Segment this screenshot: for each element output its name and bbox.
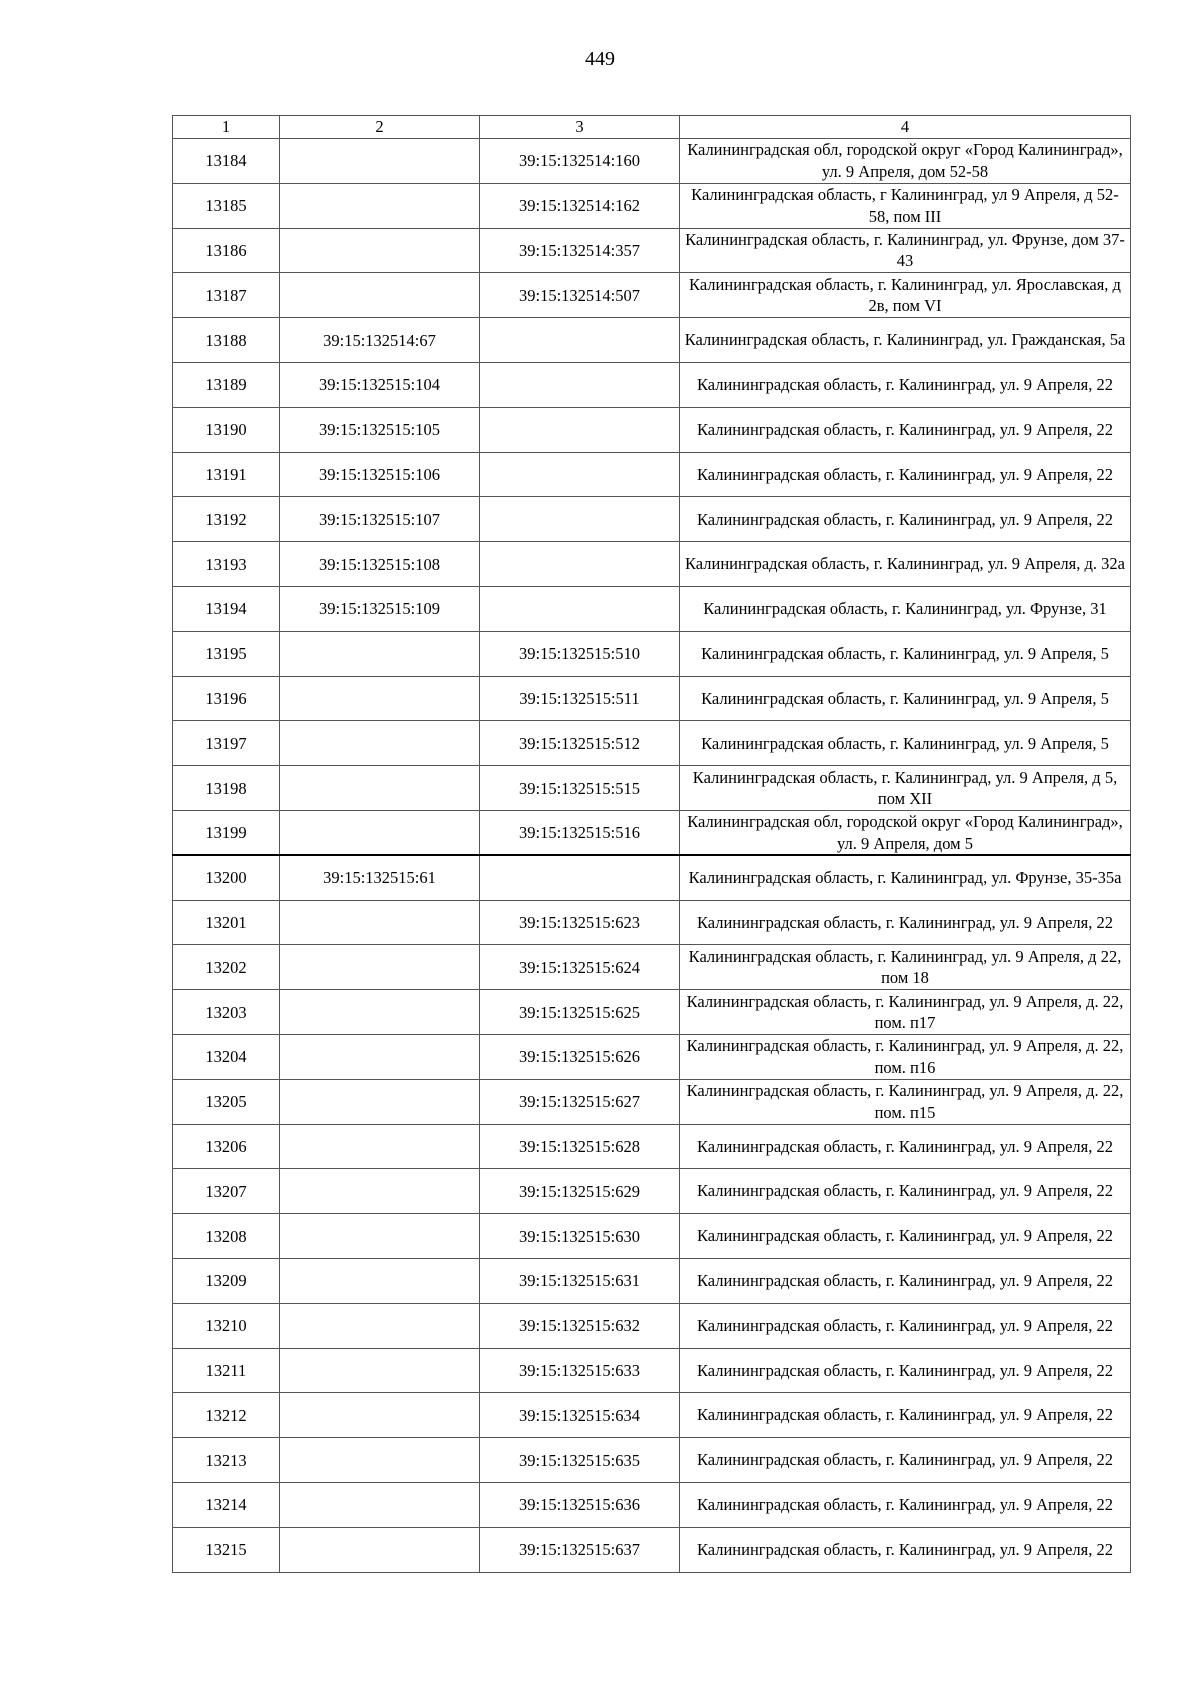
- row-number-cell: 13213: [173, 1438, 280, 1483]
- address-cell: Калининградская область, г. Калининград, ул. 9 Апреля, 22: [680, 1393, 1131, 1438]
- address-cell: Калининградская область, г. Калининград, ул. Фрунзе, дом 37-43: [680, 228, 1131, 273]
- row-number-cell: 13204: [173, 1034, 280, 1079]
- address-cell: Калининградская область, г. Калининград, ул. 9 Апреля, 22: [680, 1303, 1131, 1348]
- row-number-cell: 13207: [173, 1169, 280, 1214]
- table-row: [173, 1303, 1131, 1348]
- cadastral-number-cell: 39:15:132515:624: [480, 945, 680, 990]
- cadastral-number-cell: 39:15:132515:636: [480, 1482, 680, 1527]
- table-row: [173, 497, 1131, 542]
- row-number-cell: 13208: [173, 1214, 280, 1259]
- table-row: [173, 990, 1131, 1035]
- cadastral-number-cell: [480, 407, 680, 452]
- table-row: [173, 855, 1131, 900]
- row-number-cell: 13197: [173, 721, 280, 766]
- cadastral-number-cell: 39:15:132514:162: [480, 183, 680, 228]
- address-cell: Калининградская область, г. Калининград, ул. 9 Апреля, 22: [680, 1214, 1131, 1259]
- address-cell: Калининградская область, г. Калининград, ул. 9 Апреля, 22: [680, 452, 1131, 497]
- address-cell: Калининградская область, г. Калининград, ул. 9 Апреля, д. 32а: [680, 542, 1131, 587]
- cadastral-number-cell: [480, 452, 680, 497]
- cadastral-number-cell: 39:15:132515:628: [480, 1124, 680, 1169]
- cadastral-number-cell: 39:15:132515:511: [480, 676, 680, 721]
- table-row: [173, 139, 1131, 184]
- table-row: [173, 1393, 1131, 1438]
- address-cell: Калининградская область, г. Калининград, ул. Ярославская, д 2в, пом VI: [680, 273, 1131, 318]
- cadastral-number-cell: [480, 542, 680, 587]
- cadastral-number-cell: 39:15:132515:627: [480, 1079, 680, 1124]
- cadastral-number-cell: [280, 1527, 480, 1572]
- address-cell: Калининградская область, г. Калининград, ул. 9 Апреля, д. 22, пом. п15: [680, 1079, 1131, 1124]
- cadastral-number-cell: [280, 183, 480, 228]
- column-header-3: 3: [480, 116, 680, 139]
- address-cell: Калининградская область, г. Калининград, ул. 9 Апреля, 22: [680, 407, 1131, 452]
- row-number-cell: 13214: [173, 1482, 280, 1527]
- table-row: [173, 273, 1131, 318]
- address-cell: Калининградская область, г. Калининград, ул. 9 Апреля, 22: [680, 1124, 1131, 1169]
- table-row: [173, 721, 1131, 766]
- address-cell: Калининградская область, г. Калининград, ул. 9 Апреля, 5: [680, 631, 1131, 676]
- cadastral-number-cell: [480, 586, 680, 631]
- cadastral-number-cell: 39:15:132515:635: [480, 1438, 680, 1483]
- cadastral-number-cell: 39:15:132515:106: [280, 452, 480, 497]
- cadastral-number-cell: [280, 1079, 480, 1124]
- table-row: [173, 183, 1131, 228]
- address-cell: Калининградская область, г. Калининград, ул. 9 Апреля, 22: [680, 497, 1131, 542]
- table-row: [173, 407, 1131, 452]
- cadastral-number-cell: 39:15:132515:510: [480, 631, 680, 676]
- row-number-cell: 13189: [173, 362, 280, 407]
- cadastral-number-cell: [480, 318, 680, 363]
- table-row: [173, 1258, 1131, 1303]
- row-number-cell: 13203: [173, 990, 280, 1035]
- table-row: [173, 945, 1131, 990]
- cadastral-number-cell: 39:15:132515:634: [480, 1393, 680, 1438]
- row-number-cell: 13192: [173, 497, 280, 542]
- cadastral-number-cell: 39:15:132515:631: [480, 1258, 680, 1303]
- cadastral-number-cell: [280, 900, 480, 945]
- cadastral-number-cell: 39:15:132515:637: [480, 1527, 680, 1572]
- cadastral-number-cell: [280, 1482, 480, 1527]
- table-row: [173, 1438, 1131, 1483]
- cadastral-number-cell: [280, 1438, 480, 1483]
- row-number-cell: 13202: [173, 945, 280, 990]
- row-number-cell: 13193: [173, 542, 280, 587]
- cadastral-number-cell: 39:15:132515:512: [480, 721, 680, 766]
- row-number-cell: 13211: [173, 1348, 280, 1393]
- address-cell: Калининградская область, г. Калининград, ул. 9 Апреля, 5: [680, 721, 1131, 766]
- address-cell: Калининградская область, г. Калининград, ул. 9 Апреля, 22: [680, 1169, 1131, 1214]
- row-number-cell: 13186: [173, 228, 280, 273]
- cadastral-number-cell: 39:15:132515:515: [480, 766, 680, 811]
- row-number-cell: 13190: [173, 407, 280, 452]
- table-row: [173, 810, 1131, 855]
- table-row: [173, 631, 1131, 676]
- address-cell: Калининградская область, г. Калининград, ул. 9 Апреля, д 22, пом 18: [680, 945, 1131, 990]
- row-number-cell: 13200: [173, 855, 280, 900]
- row-number-cell: 13201: [173, 900, 280, 945]
- row-number-cell: 13196: [173, 676, 280, 721]
- row-number-cell: 13199: [173, 810, 280, 855]
- page-number: 449: [585, 48, 615, 70]
- row-number-cell: 13205: [173, 1079, 280, 1124]
- address-cell: Калининградская обл, городской округ «Город Калининград», ул. 9 Апреля, дом 5: [680, 810, 1131, 855]
- cadastral-number-cell: 39:15:132515:107: [280, 497, 480, 542]
- row-number-cell: 13184: [173, 139, 280, 184]
- address-cell: Калининградская область, г. Калининград, ул. 9 Апреля, 5: [680, 676, 1131, 721]
- table-row: [173, 1079, 1131, 1124]
- column-header-1: 1: [173, 116, 280, 139]
- table-row: [173, 362, 1131, 407]
- address-cell: Калининградская область, г. Калининград, ул. Фрунзе, 31: [680, 586, 1131, 631]
- cadastral-number-cell: 39:15:132515:626: [480, 1034, 680, 1079]
- cadastral-number-cell: [280, 676, 480, 721]
- row-number-cell: 13212: [173, 1393, 280, 1438]
- table-row: [173, 900, 1131, 945]
- cadastral-number-cell: [280, 1258, 480, 1303]
- address-cell: Калининградская область, г. Калининград, ул. 9 Апреля, 22: [680, 362, 1131, 407]
- cadastral-number-cell: [280, 810, 480, 855]
- row-number-cell: 13191: [173, 452, 280, 497]
- cadastral-number-cell: 39:15:132515:61: [280, 855, 480, 900]
- address-cell: Калининградская область, г. Калининград, ул. 9 Апреля, д. 22, пом. п17: [680, 990, 1131, 1035]
- cadastral-number-cell: [480, 362, 680, 407]
- cadastral-number-cell: [280, 1393, 480, 1438]
- row-number-cell: 13206: [173, 1124, 280, 1169]
- table-row: [173, 1527, 1131, 1572]
- table-row: [173, 1482, 1131, 1527]
- cadastral-number-cell: 39:15:132514:357: [480, 228, 680, 273]
- cadastral-number-cell: 39:15:132515:632: [480, 1303, 680, 1348]
- address-cell: Калининградская область, г Калининград, ул 9 Апреля, д 52-58, пом III: [680, 183, 1131, 228]
- row-number-cell: 13185: [173, 183, 280, 228]
- address-cell: Калининградская область, г. Калининград, ул. 9 Апреля, 22: [680, 1527, 1131, 1572]
- table-body: [173, 139, 1131, 1573]
- cadastral-number-cell: [280, 1303, 480, 1348]
- cadastral-number-cell: 39:15:132514:67: [280, 318, 480, 363]
- table-row: [173, 228, 1131, 273]
- cadastral-number-cell: 39:15:132514:507: [480, 273, 680, 318]
- cadastral-table: [172, 115, 1131, 1573]
- column-header-4: 4: [680, 116, 1131, 139]
- column-header-2: 2: [280, 116, 480, 139]
- address-cell: Калининградская область, г. Калининград, ул. 9 Апреля, д. 22, пом. п16: [680, 1034, 1131, 1079]
- table-row: [173, 542, 1131, 587]
- cadastral-number-cell: [280, 766, 480, 811]
- cadastral-number-cell: 39:15:132515:105: [280, 407, 480, 452]
- cadastral-number-cell: [280, 1214, 480, 1259]
- cadastral-number-cell: 39:15:132515:516: [480, 810, 680, 855]
- row-number-cell: 13210: [173, 1303, 280, 1348]
- address-cell: Калининградская область, г. Калининград, ул. 9 Апреля, 22: [680, 1482, 1131, 1527]
- row-number-cell: 13188: [173, 318, 280, 363]
- address-cell: Калининградская область, г. Калининград, ул. 9 Апреля, 22: [680, 1348, 1131, 1393]
- table-row: [173, 766, 1131, 811]
- row-number-cell: 13209: [173, 1258, 280, 1303]
- table-row: [173, 676, 1131, 721]
- row-number-cell: 13195: [173, 631, 280, 676]
- address-cell: Калининградская область, г. Калининград, ул. Фрунзе, 35-35а: [680, 855, 1131, 900]
- address-cell: Калининградская область, г. Калининград, ул. 9 Апреля, 22: [680, 900, 1131, 945]
- table-row: [173, 1214, 1131, 1259]
- cadastral-number-cell: [280, 273, 480, 318]
- table-row: [173, 1034, 1131, 1079]
- cadastral-number-cell: 39:15:132515:104: [280, 362, 480, 407]
- table-row: [173, 1348, 1131, 1393]
- address-cell: Калининградская область, г. Калининград, ул. 9 Апреля, д 5, пом XII: [680, 766, 1131, 811]
- cadastral-number-cell: 39:15:132515:633: [480, 1348, 680, 1393]
- cadastral-number-cell: [280, 228, 480, 273]
- cadastral-number-cell: [280, 1034, 480, 1079]
- row-number-cell: 13187: [173, 273, 280, 318]
- address-cell: Калининградская область, г. Калининград, ул. Гражданская, 5а: [680, 318, 1131, 363]
- cadastral-number-cell: 39:15:132515:108: [280, 542, 480, 587]
- table-row: [173, 452, 1131, 497]
- cadastral-number-cell: [280, 945, 480, 990]
- cadastral-number-cell: [480, 855, 680, 900]
- cadastral-number-cell: [280, 1169, 480, 1214]
- table-row: [173, 1169, 1131, 1214]
- cadastral-number-cell: [280, 631, 480, 676]
- table-row: [173, 586, 1131, 631]
- cadastral-number-cell: [280, 1348, 480, 1393]
- cadastral-number-cell: 39:15:132515:630: [480, 1214, 680, 1259]
- address-cell: Калининградская обл, городской округ «Город Калининград», ул. 9 Апреля, дом 52-58: [680, 139, 1131, 184]
- table-row: [173, 318, 1131, 363]
- cadastral-number-cell: 39:15:132515:109: [280, 586, 480, 631]
- cadastral-number-cell: 39:15:132514:160: [480, 139, 680, 184]
- cadastral-number-cell: 39:15:132515:623: [480, 900, 680, 945]
- cadastral-number-cell: 39:15:132515:625: [480, 990, 680, 1035]
- table-row: [173, 1124, 1131, 1169]
- row-number-cell: 13215: [173, 1527, 280, 1572]
- cadastral-number-cell: [280, 1124, 480, 1169]
- cadastral-number-cell: [280, 721, 480, 766]
- table-header-row: [173, 116, 1131, 139]
- address-cell: Калининградская область, г. Калининград, ул. 9 Апреля, 22: [680, 1438, 1131, 1483]
- cadastral-number-cell: 39:15:132515:629: [480, 1169, 680, 1214]
- cadastral-number-cell: [280, 990, 480, 1035]
- address-cell: Калининградская область, г. Калининград, ул. 9 Апреля, 22: [680, 1258, 1131, 1303]
- cadastral-number-cell: [280, 139, 480, 184]
- row-number-cell: 13194: [173, 586, 280, 631]
- cadastral-number-cell: [480, 497, 680, 542]
- row-number-cell: 13198: [173, 766, 280, 811]
